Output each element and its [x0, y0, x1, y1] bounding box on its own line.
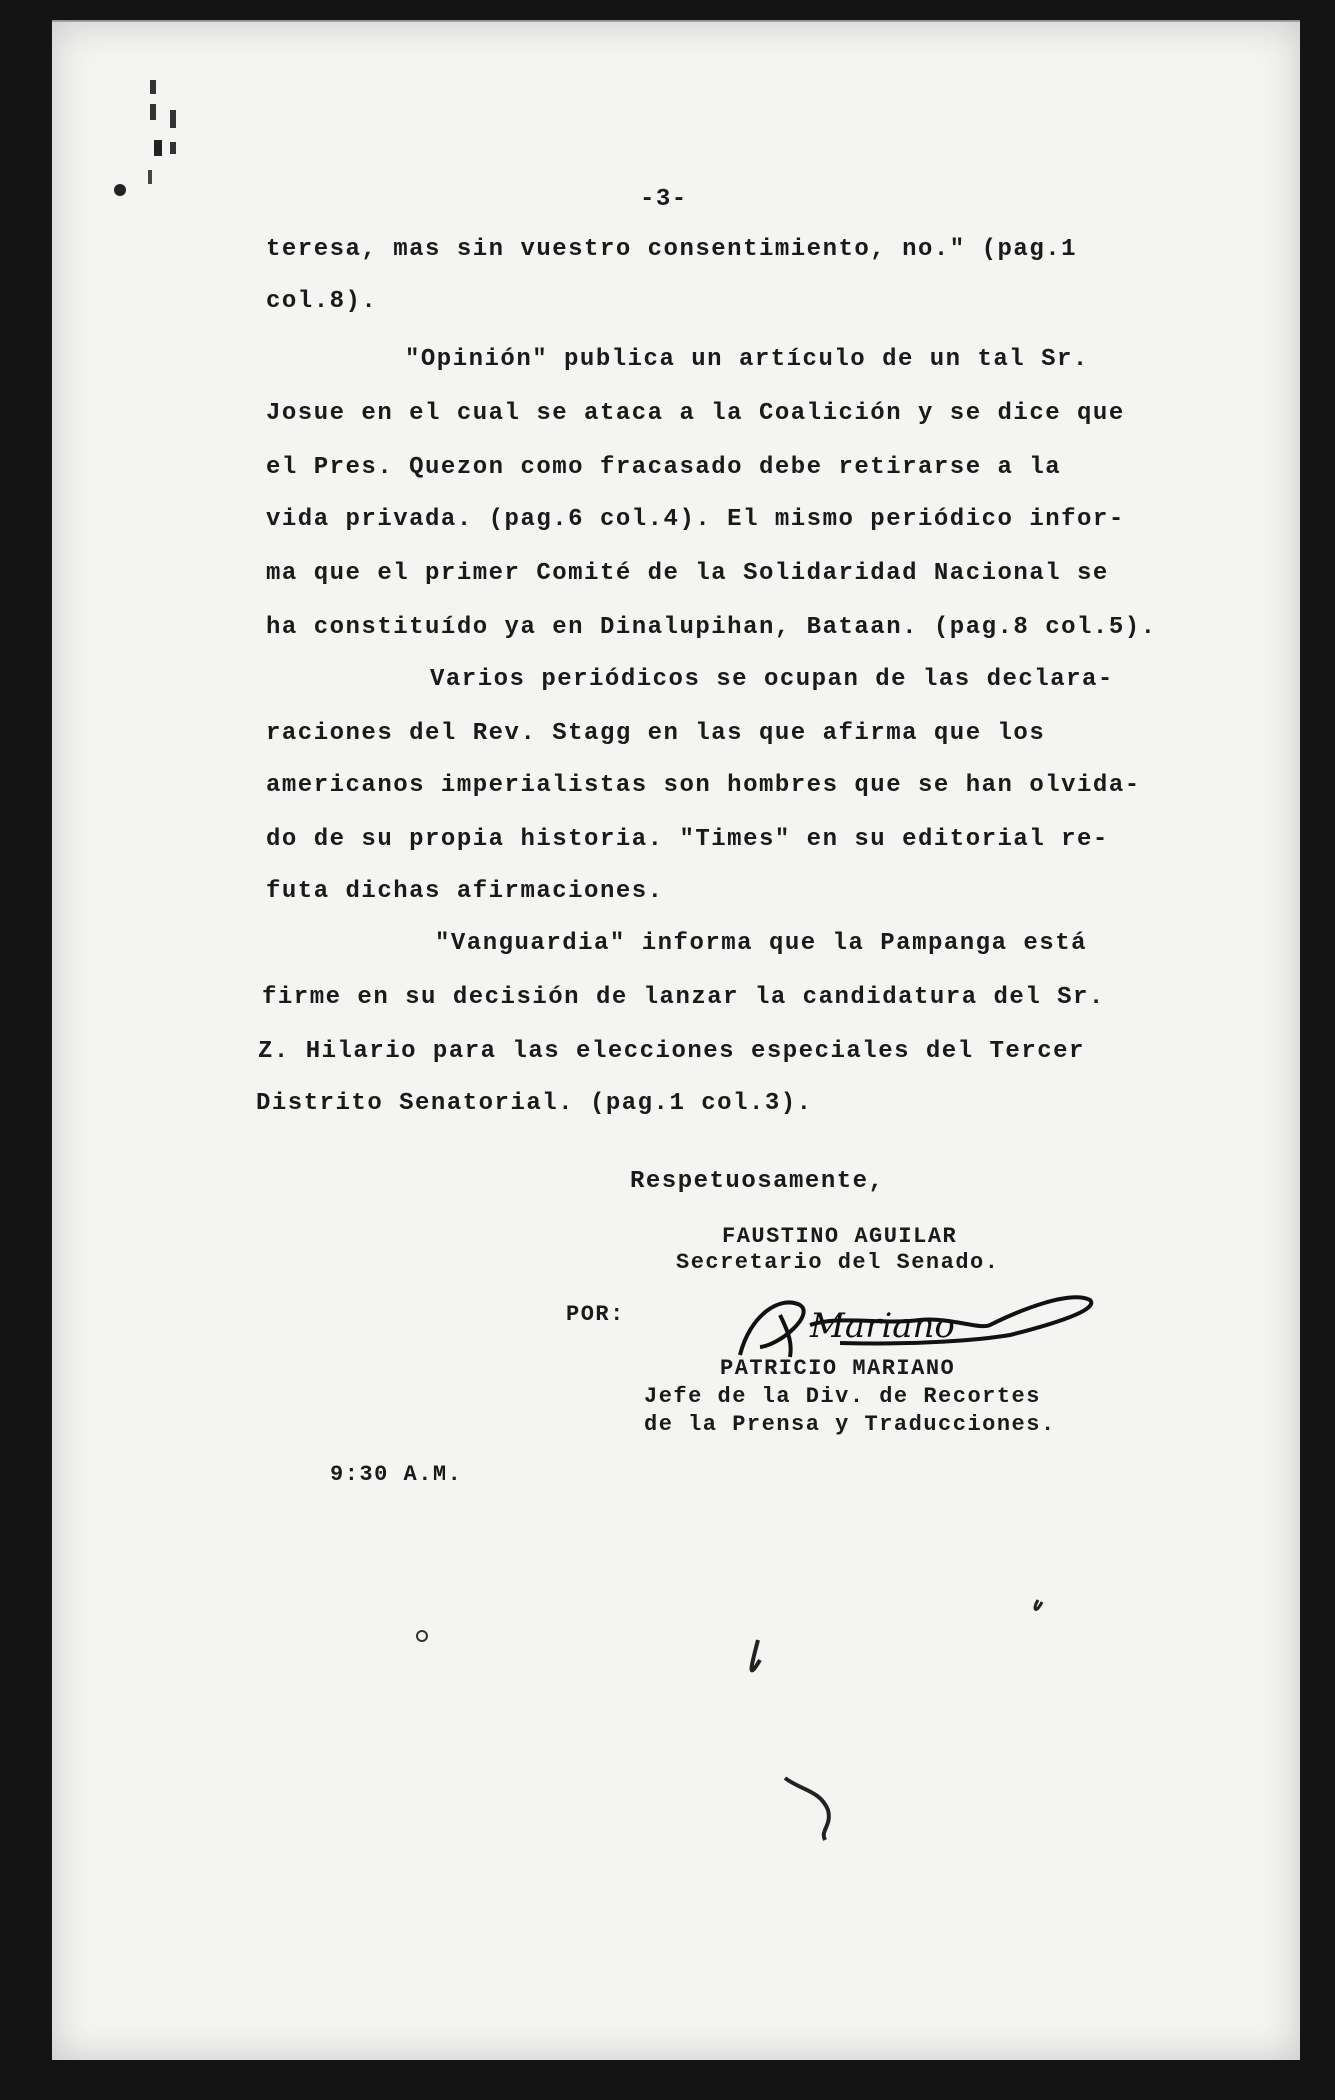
- body-line: "Vanguardia" informa que la Pampanga está: [435, 930, 1087, 957]
- svg-text:Mariano: Mariano: [810, 1306, 955, 1346]
- body-line: do de su propia historia. "Times" en su editorial re-: [266, 826, 1109, 853]
- agent-title: de la Prensa y Traducciones.: [644, 1412, 1056, 1437]
- page-number: -3-: [640, 186, 688, 213]
- body-line: Josue en el cual se ataca a la Coalición y se dice que: [266, 400, 1125, 427]
- body-line: raciones del Rev. Stagg en las que afirma que los: [266, 720, 1046, 747]
- body-line: col.8).: [266, 288, 378, 315]
- body-line: Varios periódicos se ocupan de las declara-: [430, 666, 1114, 693]
- signatory-name: FAUSTINO AGUILAR: [722, 1224, 958, 1249]
- body-line: vida privada. (pag.6 col.4). El mismo periódico infor-: [266, 506, 1125, 533]
- agent-name: PATRICIO MARIANO: [720, 1356, 956, 1381]
- stray-marks: [380, 1590, 1080, 1850]
- body-line: ha constituído ya en Dinalupihan, Bataan. (pag.8 col.5).: [266, 614, 1157, 641]
- body-line: firme en su decisión de lanzar la candidatura del Sr.: [262, 984, 1105, 1011]
- por-label: POR:: [566, 1302, 625, 1327]
- body-line: teresa, mas sin vuestro consentimiento, no." (pag.1: [266, 236, 1078, 263]
- body-line: el Pres. Quezon como fracasado debe retirarse a la: [266, 454, 1062, 481]
- body-line: Z. Hilario para las elecciones especiales del Tercer: [258, 1038, 1085, 1065]
- closing: Respetuosamente,: [630, 1168, 885, 1195]
- body-line: Distrito Senatorial. (pag.1 col.3).: [256, 1090, 813, 1117]
- body-line: "Opinión" publica un artículo de un tal Sr.: [405, 346, 1089, 373]
- body-line: americanos imperialistas son hombres que se han olvida-: [266, 772, 1141, 799]
- paper-marks: [100, 60, 220, 220]
- body-line: ma que el primer Comité de la Solidaridad Nacional se: [266, 560, 1109, 587]
- body-line: futa dichas afirmaciones.: [266, 878, 664, 905]
- time-stamp: 9:30 A.M.: [330, 1462, 463, 1487]
- agent-title: Jefe de la Div. de Recortes: [644, 1384, 1041, 1409]
- signatory-title: Secretario del Senado.: [676, 1250, 1000, 1275]
